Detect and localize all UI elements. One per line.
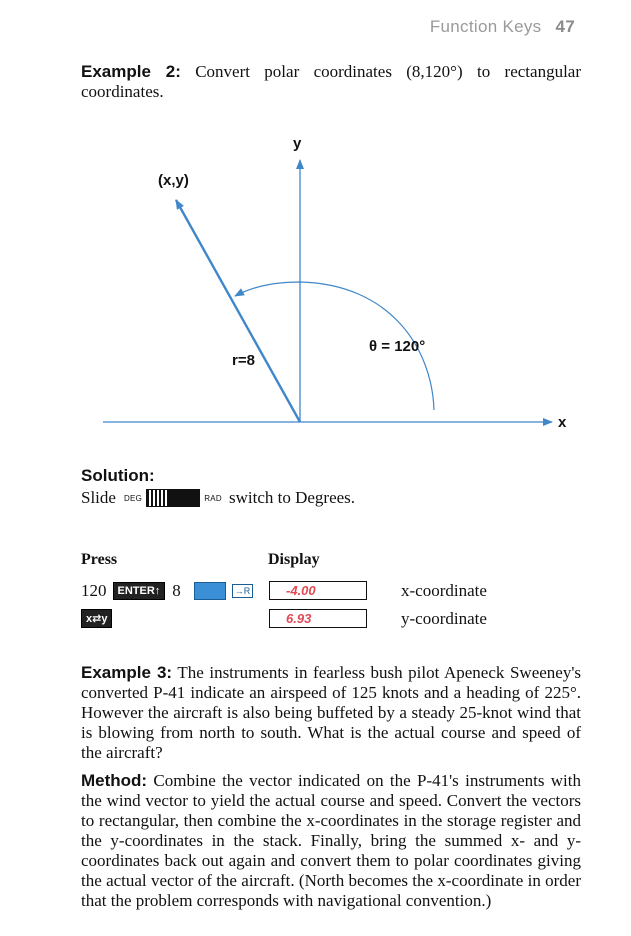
slide-text: Slide <box>81 488 116 507</box>
deg-rad-switch[interactable] <box>146 489 200 507</box>
table-row <box>81 581 253 601</box>
example-2-text: Convert polar coordinates (8,120°) to rectangular coordinates. <box>81 62 581 101</box>
deg-label: DEG <box>123 493 143 503</box>
example-3-paragraph <box>81 663 581 763</box>
example-2-lead: Example 2: <box>81 62 181 81</box>
press-number-120: 120 <box>81 581 107 600</box>
display-value: 6.93 <box>269 609 367 628</box>
display-header: Display <box>268 551 320 568</box>
point-label: (x,y) <box>158 172 189 189</box>
page-header <box>430 17 575 37</box>
table-row <box>81 609 112 628</box>
angle-label: θ = 120° <box>369 338 426 355</box>
example-3-lead: Example 3: <box>81 663 173 682</box>
method-text: Combine the vector indicated on the P-41's instruments with the wind vector to yield the actual course and speed. Convert the vectors to rectangular, then combine the x-coordinates in the storage register and the y-coordinates in the stack. Finally, bring the summed x- and y-coordinates back out again and convert them to polar coordinates giving the actual vector of the aircraft. (North becomes the x-coordinate in order that the problem corresponds with navigational convention.) <box>81 771 581 910</box>
polar-diagram <box>0 128 631 438</box>
switch-text: switch to Degrees. <box>229 488 356 507</box>
example-3-text: The instruments in fearless bush pilot Apeneck Sweeney's converted P-41 indicate an airspeed of 125 knots and a heading of 225°. However the aircraft is also being buffeted by a steady 25-knot wind that is blowing from north to south. What is the actual course and speed of the aircraft? <box>81 663 582 762</box>
radius-vector <box>176 200 300 422</box>
switch-track <box>167 490 199 506</box>
to-rect-key[interactable]: →R <box>232 584 254 598</box>
press-header: Press <box>81 551 118 568</box>
slide-instruction <box>81 488 355 508</box>
display-value: -4.00 <box>269 581 367 600</box>
method-paragraph <box>81 771 581 911</box>
page-number: 47 <box>555 17 575 36</box>
swap-xy-key[interactable]: x⇄y <box>81 609 112 628</box>
rad-label: RAD <box>204 493 222 503</box>
x-axis-label: x <box>558 414 567 431</box>
y-axis-label: y <box>293 135 302 152</box>
radius-label: r=8 <box>232 352 255 369</box>
press-number-8: 8 <box>172 581 181 600</box>
solution-heading: Solution: <box>81 466 155 485</box>
shift-key[interactable] <box>194 582 226 600</box>
row-description: x-coordinate <box>401 581 487 600</box>
section-title: Function Keys <box>429 17 542 36</box>
example-2-paragraph <box>81 62 581 102</box>
enter-key[interactable]: ENTER↑ <box>113 582 166 600</box>
switch-knob <box>147 490 167 506</box>
method-lead: Method: <box>81 771 148 790</box>
row-description: y-coordinate <box>401 609 487 628</box>
